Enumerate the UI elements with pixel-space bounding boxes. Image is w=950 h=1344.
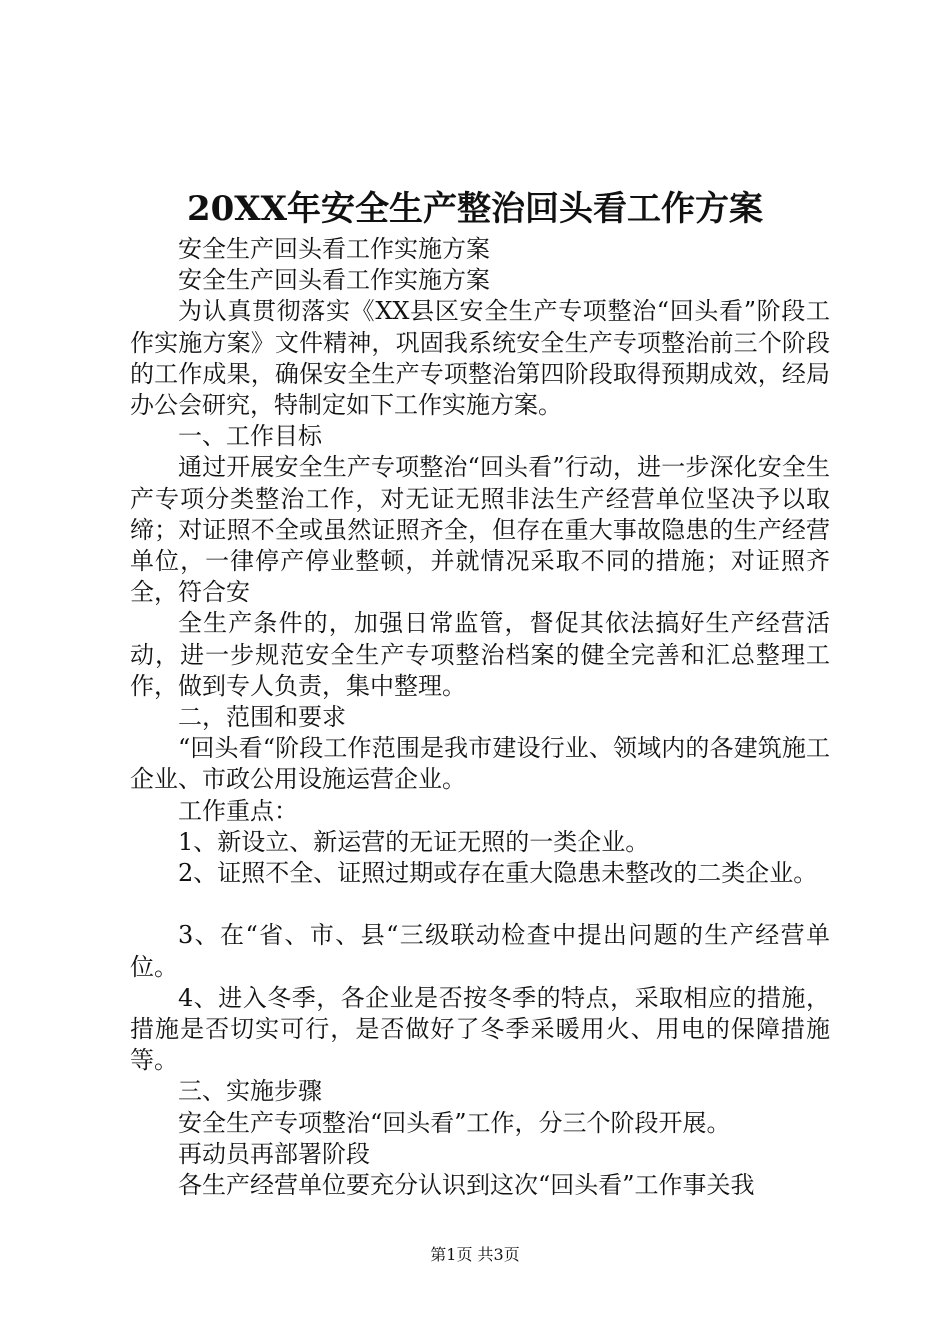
list-item-1: 1、新设立、新运营的无证无照的一类企业。 [178, 827, 650, 856]
document-title: 20XX年安全生产整治回头看工作方案 [186, 189, 764, 229]
paragraph-phase-text: 各生产经营单位要充分认识到这次“回头看”工作事关我 [178, 1171, 755, 1200]
paragraph-key-points: 工作重点： [178, 796, 298, 825]
document-body [130, 234, 830, 1201]
list-item-4: 4、进入冬季，各企业是否按冬季的特点，采取相应的措施，措施是否切实可行，是否做好了冬季采暖用火、用电的保障措施等。 [130, 983, 830, 1075]
page-footer: 第1页 共3页 [430, 1245, 520, 1264]
list-item-2: 2、证照不全、证照过期或存在重大隐患未整改的二类企业。 [178, 859, 818, 888]
section-heading-scope: 二，范围和要求 [178, 703, 346, 732]
list-item-3: 3、在“省、市、县“三级联动检查中提出问题的生产经营单位。 [130, 921, 830, 981]
paragraph-subtitle-2: 安全生产回头看工作实施方案 [178, 266, 490, 295]
section-heading-goals: 一、工作目标 [178, 422, 322, 451]
paragraph-goals: 通过开展安全生产专项整治“回头看”行动，进一步深化安全生产专项分类整治工作，对无证无照非法生产经营单位坚决予以取缔；对证照不全或虽然证照齐全，但存在重大事故隐患的生产经营单位，一律停产停业整顿，并就情况采取不同的措施；对证照齐全，符合安 [130, 453, 830, 607]
section-heading-steps: 三、实施步骤 [178, 1077, 322, 1106]
paragraph-intro: 为认真贯彻落实《XX县区安全生产专项整治“回头看”阶段工作实施方案》文件精神，巩固我系统安全生产专项整治前三个阶段的工作成果，确保安全生产专项整治第四阶段取得预期成效，经局办公会研究，特制定如下工作实施方案。 [130, 297, 830, 420]
paragraph-subtitle-1: 安全生产回头看工作实施方案 [178, 235, 490, 263]
paragraph-steps: 安全生产专项整治“回头看”工作，分三个阶段开展。 [178, 1108, 731, 1137]
blank-line [130, 889, 830, 920]
paragraph-scope: “回头看“阶段工作范围是我市建设行业、领域内的各建筑施工企业、市政公用设施运营企业。 [130, 734, 830, 794]
paragraph-goals-continued: 全生产条件的，加强日常监管，督促其依法搞好生产经营活动，进一步规范安全生产专项整治档案的健全完善和汇总整理工作，做到专人负责，集中整理。 [130, 609, 830, 700]
paragraph-phase-heading: 再动员再部署阶段 [178, 1139, 370, 1168]
